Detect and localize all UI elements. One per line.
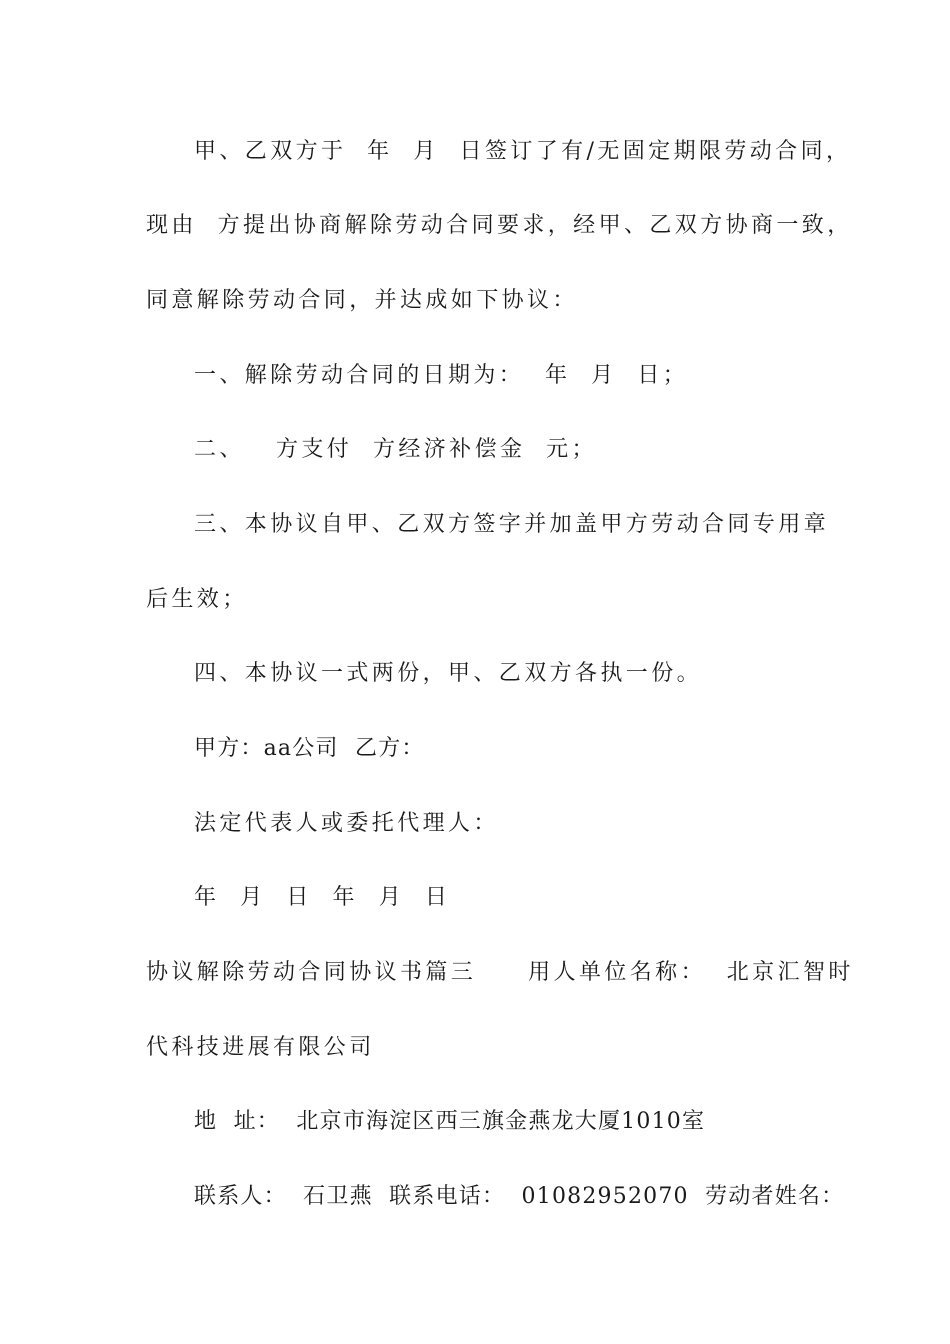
clause-three: 三、本协议自甲、乙双方签字并加盖甲方劳动合同专用章	[194, 512, 830, 537]
section-heading: 协议解除劳动合同协议书篇三 用人单位名称： 北京汇智时	[146, 960, 854, 985]
address-line: 地 址： 北京市海淀区西三旗金燕龙大厦1010室	[194, 1109, 706, 1134]
paragraph-line: 现由 方提出协商解除劳动合同要求，经甲、乙双方协商一致，	[146, 213, 853, 238]
clause-one: 一、解除劳动合同的日期为： 年 月 日；	[194, 363, 689, 388]
paragraph-line: 同意解除劳动合同，并达成如下协议：	[146, 288, 578, 313]
clause-four: 四、本协议一式两份，甲、乙双方各执一份。	[194, 661, 703, 686]
paragraph-line: 后生效；	[146, 587, 248, 612]
clause-two: 二、 方支付 方经济补偿金 元；	[194, 437, 597, 462]
date-line: 年 月 日 年 月 日	[194, 885, 451, 910]
representative-line: 法定代表人或委托代理人：	[194, 811, 499, 836]
party-line: 甲方：aa公司 乙方：	[194, 736, 425, 761]
contact-line: 联系人： 石卫燕 联系电话： 01082952070 劳动者姓名：	[194, 1184, 845, 1209]
company-name: 代科技进展有限公司	[146, 1035, 375, 1060]
paragraph-line: 甲、乙双方于 年 月 日签订了有/无固定期限劳动合同，	[194, 139, 852, 164]
